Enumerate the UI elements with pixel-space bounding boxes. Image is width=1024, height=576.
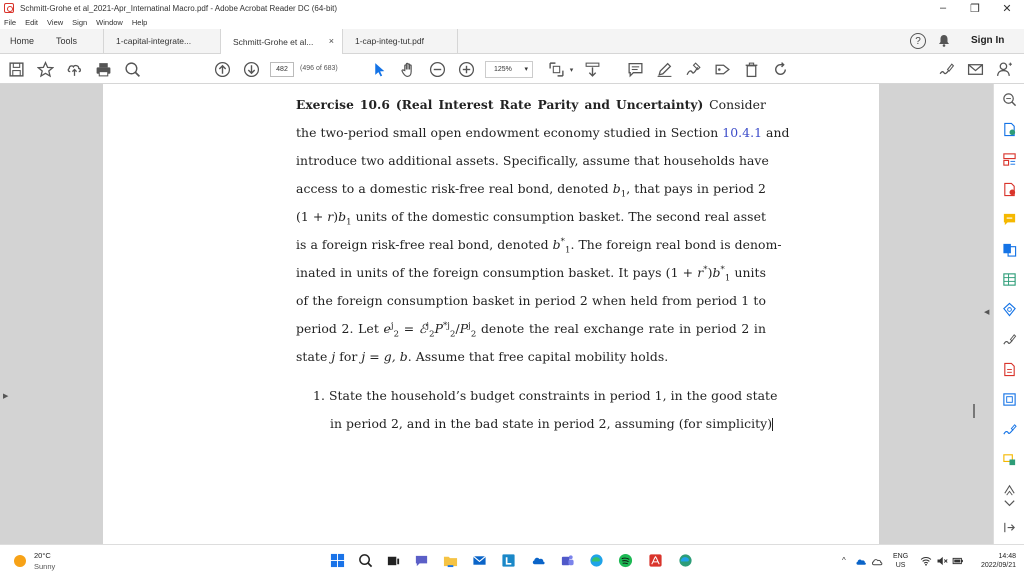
text-segment: g, b	[383, 349, 408, 364]
section-link[interactable]: 10.4.1	[722, 125, 763, 140]
chevron-down-icon[interactable]: ▾	[569, 66, 574, 74]
region-code: US	[895, 562, 906, 569]
document-left-gutter	[0, 84, 103, 544]
text-segment: 2	[450, 329, 456, 340]
text-segment: . Assume that free capital mobility holds.	[407, 349, 669, 364]
undo-rotate-icon[interactable]	[772, 61, 789, 78]
text-line	[296, 236, 782, 266]
text-segment: )	[333, 209, 339, 224]
acrobat-logo-icon	[4, 3, 14, 13]
sun-weather-icon[interactable]	[14, 555, 26, 567]
doc-tab-3[interactable]	[343, 29, 458, 53]
cloud-tray-icon[interactable]	[871, 556, 883, 566]
maximize-button[interactable]: ❐	[970, 2, 980, 15]
collapse-panel-icon[interactable]	[1002, 520, 1017, 535]
text-segment: state	[296, 349, 332, 364]
learning-app-icon[interactable]	[501, 553, 516, 568]
text-line	[296, 153, 769, 182]
text-line	[296, 125, 790, 154]
close-window-button[interactable]: ✕	[1002, 2, 1012, 15]
text-segment: =	[365, 349, 384, 364]
text-segment: j	[331, 349, 336, 364]
export-pdf-icon[interactable]	[1002, 122, 1017, 137]
edge-dev-icon[interactable]	[678, 553, 693, 568]
notification-bell-icon[interactable]	[938, 34, 950, 47]
text-segment: inated in units of the foreign consumption basket. It pays (1 +	[296, 265, 698, 280]
text-segment: j	[390, 320, 394, 331]
text-segment: j	[361, 349, 366, 364]
select-cursor-icon[interactable]	[371, 61, 388, 78]
text-segment: b	[552, 237, 561, 252]
text-line	[296, 350, 766, 378]
tab-home[interactable]: Home	[10, 36, 35, 46]
save-icon[interactable]	[8, 61, 25, 78]
add-comment-icon[interactable]	[1002, 212, 1017, 227]
text-segment: b	[712, 265, 721, 280]
text-segment: ℰ	[418, 321, 427, 336]
text-segment: b	[612, 181, 621, 196]
zoom-search-icon[interactable]	[1002, 92, 1017, 107]
pdf-document-icon[interactable]	[1002, 362, 1017, 377]
menu-sign[interactable]: Sign	[72, 18, 88, 27]
text-segment: P	[434, 321, 443, 336]
delete-trash-icon[interactable]	[743, 61, 760, 78]
text-line	[296, 294, 766, 322]
chevron-up-icon[interactable]: ^	[842, 556, 846, 565]
text-segment: *	[720, 264, 725, 275]
pdf-page	[103, 84, 879, 544]
comment-icon[interactable]	[627, 61, 644, 78]
page-number-input[interactable]: 482	[270, 62, 294, 77]
exercise-question-list	[313, 388, 778, 445]
text-segment: *	[703, 264, 708, 275]
page-scroll-indicator[interactable]	[973, 404, 975, 418]
text-segment: is a foreign risk-free real bond, denoted	[296, 237, 553, 252]
send-for-review-icon[interactable]	[1002, 452, 1017, 467]
acrobat-taskbar-icon[interactable]	[648, 553, 663, 568]
text-segment: j	[468, 320, 471, 331]
doc-tab-label: 1-capital-integrate...	[116, 36, 192, 46]
teams-chat-icon[interactable]	[414, 553, 429, 568]
text-segment: the two-period small open endowment economy studied in Section	[296, 125, 723, 140]
text-segment: 2	[393, 329, 400, 340]
minimize-button[interactable]: –	[939, 2, 947, 14]
file-explorer-icon[interactable]	[443, 553, 458, 568]
print-icon[interactable]	[95, 61, 112, 78]
text-segment: Exercise 10.6 (Real Interest Rate Parity and Uncertainty)	[296, 98, 704, 112]
doc-tab-2-active[interactable]	[221, 29, 343, 54]
text-segment: 1	[620, 189, 627, 200]
chevron-down-icon: ▾	[524, 66, 528, 73]
request-signature-icon[interactable]	[1002, 422, 1017, 437]
menu-edit[interactable]: Edit	[25, 18, 39, 27]
excel-export-icon[interactable]	[1002, 272, 1017, 287]
language-code: ENG	[893, 553, 909, 560]
onedrive-cloud-icon[interactable]	[531, 553, 546, 568]
mail-icon[interactable]	[472, 553, 487, 568]
sign-pen-icon[interactable]	[938, 61, 955, 78]
fill-sign-pen-icon[interactable]	[1002, 332, 1017, 347]
clock-time: 14:48	[998, 553, 1016, 560]
combine-files-icon[interactable]	[1002, 242, 1017, 257]
bookmark-star-icon[interactable]	[37, 61, 54, 78]
text-segment: units of the domestic consumption basket. The second real asset	[351, 209, 766, 224]
text-segment: =	[399, 321, 419, 336]
find-search-icon[interactable]	[124, 61, 141, 78]
text-segment: units	[730, 265, 767, 280]
text-segment: r	[697, 265, 704, 280]
doc-tab-label: Schmitt-Grohe et al...	[233, 36, 314, 47]
clock-date: 2022/09/21	[980, 562, 1016, 569]
right-panel-collapse-icon[interactable]: ◀	[984, 309, 990, 316]
zoom-level-dropdown[interactable]	[485, 61, 533, 78]
text-segment: denote the real exchange rate in period 2 in	[476, 321, 766, 336]
text-segment: 2	[429, 329, 435, 340]
list-item: 1. State the household’s budget constraints in period 1, in the good state	[313, 388, 778, 403]
window-title: Schmitt-Grohe et al_2021-Apr_Internatinal Macro.pdf - Adobe Acrobat Reader DC (64-bit)	[20, 3, 338, 13]
document-right-gutter	[879, 84, 993, 544]
text-segment: (1 +	[296, 209, 328, 224]
menu-file[interactable]: File	[4, 18, 17, 27]
onedrive-tray-icon[interactable]	[855, 556, 867, 566]
text-line	[296, 266, 766, 294]
text-segment: P	[459, 321, 469, 336]
organize-pages-icon[interactable]	[1002, 152, 1017, 167]
spotify-icon[interactable]	[618, 553, 633, 568]
highlight-pen-icon[interactable]	[656, 61, 673, 78]
text-segment: . The foreign real bond is denom-	[570, 237, 782, 252]
text-segment: 1	[346, 217, 352, 228]
list-item-text: in period 2, and in the bad state in period 2, assuming (for simplicity)	[330, 416, 773, 431]
text-cursor	[772, 418, 773, 431]
zoom-value: 125%	[494, 66, 512, 73]
text-line	[296, 322, 766, 350]
email-icon[interactable]	[967, 61, 984, 78]
text-segment: *j	[442, 320, 450, 331]
menu-bar	[0, 16, 1024, 29]
chevron-down-icon[interactable]	[1002, 496, 1017, 511]
stamp-tag-icon[interactable]	[714, 61, 731, 78]
list-item-continued	[313, 417, 773, 445]
text-segment: *	[560, 236, 565, 247]
share-user-icon[interactable]	[996, 61, 1013, 78]
temperature-label: 20°C	[34, 551, 51, 560]
hand-tool-icon[interactable]	[400, 61, 417, 78]
create-pdf-icon[interactable]	[1002, 182, 1017, 197]
text-segment: b	[338, 209, 347, 224]
menu-view[interactable]: View	[47, 18, 64, 27]
edit-pdf-icon[interactable]	[1002, 302, 1017, 317]
taskbar-search-icon[interactable]	[358, 553, 373, 568]
toolbar	[0, 55, 1024, 84]
text-segment: of the foreign consumption basket in period 2 when held from period 1 to	[296, 293, 766, 308]
previous-page-icon[interactable]	[214, 61, 231, 78]
close-tab-icon[interactable]: ×	[328, 36, 334, 46]
text-segment: 2	[470, 329, 477, 340]
sign-in-button[interactable]: Sign In	[971, 35, 1005, 46]
text-segment: r	[327, 209, 334, 224]
menu-window[interactable]: Window	[96, 18, 123, 27]
text-line	[296, 210, 766, 238]
windows-start-icon[interactable]	[330, 553, 345, 568]
scroll-mode-icon[interactable]	[584, 61, 601, 78]
text-segment: access to a domestic risk-free real bond, denoted	[296, 181, 613, 196]
text-segment: and	[762, 125, 790, 140]
protect-icon[interactable]	[1002, 392, 1017, 407]
weather-condition-label: Sunny	[34, 562, 56, 571]
edge-browser-icon[interactable]	[589, 553, 604, 568]
tab-bar	[0, 29, 1024, 54]
text-segment: /	[455, 321, 460, 336]
text-segment: Consider	[703, 97, 766, 112]
right-tools-panel	[993, 84, 1024, 544]
fill-sign-icon[interactable]	[685, 61, 702, 78]
text-segment: )	[707, 265, 713, 280]
system-clock[interactable]	[972, 552, 1016, 570]
doc-tab-1[interactable]	[103, 29, 221, 53]
wifi-icon[interactable]	[920, 555, 932, 567]
tab-tools[interactable]: Tools	[56, 36, 78, 46]
left-panel-expand-icon[interactable]: ▶	[3, 393, 9, 400]
text-segment: introduce two additional assets. Specifically, assume that households have	[296, 153, 769, 168]
text-segment: e	[383, 321, 391, 336]
page-count-label: (496 of 683)	[300, 65, 338, 72]
text-segment: period 2. Let	[296, 321, 384, 336]
task-view-icon[interactable]	[386, 553, 401, 568]
text-line	[296, 182, 766, 210]
windows-taskbar	[0, 544, 1024, 576]
text-segment: for	[335, 349, 362, 364]
input-language-indicator[interactable]	[893, 552, 908, 570]
next-page-icon[interactable]	[243, 61, 260, 78]
help-icon[interactable]: ?	[910, 33, 926, 49]
volume-muted-icon[interactable]	[936, 555, 948, 567]
zoom-in-icon[interactable]	[458, 61, 475, 78]
text-segment: j	[426, 320, 430, 331]
teams-icon[interactable]	[560, 553, 575, 568]
more-tools-icon[interactable]	[1002, 482, 1017, 497]
text-segment: , that pays in period 2	[626, 181, 767, 196]
battery-icon[interactable]	[952, 555, 964, 567]
title-bar	[0, 0, 1024, 16]
menu-help[interactable]: Help	[131, 18, 148, 27]
text-line	[296, 98, 766, 126]
zoom-out-icon[interactable]	[429, 61, 446, 78]
text-segment: 1	[724, 273, 731, 284]
exercise-text	[296, 97, 790, 378]
text-segment: 1	[564, 245, 571, 256]
share-upload-icon[interactable]	[66, 61, 83, 78]
doc-tab-label: 1-cap-integ-tut.pdf	[355, 36, 424, 46]
